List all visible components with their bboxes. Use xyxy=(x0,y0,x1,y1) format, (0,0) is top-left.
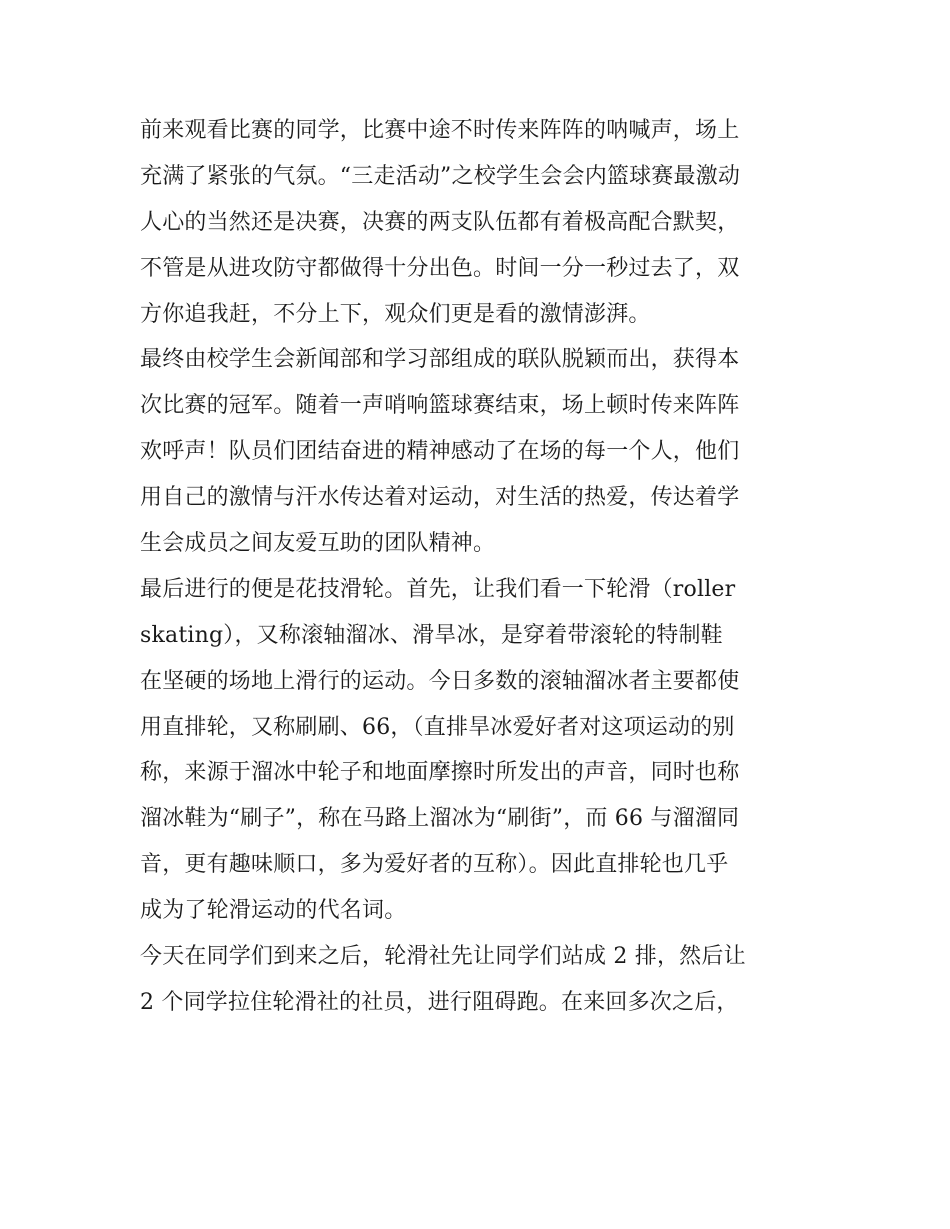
text-line-8: 欢呼声！队员们团结奋进的精神感动了在场的每一个人，他们 xyxy=(140,439,740,465)
text-line-7: 次比赛的冠军。随着一声哨响篮球赛结束，场上顿时传来阵阵 xyxy=(140,393,740,419)
article-body xyxy=(140,108,830,1026)
text-line-1: 前来观看比赛的同学，比赛中途不时传来阵阵的呐喊声，场上 xyxy=(140,118,740,143)
text-line-17: 音，更有趣味顺口，多为爱好者的互称）。因此直排轮也几乎 xyxy=(140,852,729,878)
text-line-15: 称，来源于溜冰中轮子和地面摩擦时所发出的声音，同时也称 xyxy=(140,760,740,786)
text-line-19: 今天在同学们到来之后，轮滑社先让同学们站成 2 排，然后让 xyxy=(140,944,746,970)
text-line-11: 最后进行的便是花技滑轮。首先，让我们看一下轮滑（roller xyxy=(140,576,736,602)
text-line-3: 人心的当然还是决赛，决赛的两支队伍都有着极高配合默契， xyxy=(140,209,740,235)
text-line-16: 溜冰鞋为“刷子”，称在马路上溜冰为“刷街”，而 66 与溜溜同 xyxy=(140,806,740,832)
text-line-10: 生会成员之间友爱互助的团队精神。 xyxy=(140,531,496,557)
text-line-6: 最终由校学生会新闻部和学习部组成的联队脱颖而出，获得本 xyxy=(140,347,740,373)
text-line-12: skating），又称滚轴溜冰、滑旱冰，是穿着带滚轮的特制鞋 xyxy=(140,622,723,648)
text-line-14: 用直排轮，又称刷刷、66，（直排旱冰爱好者对这项运动的别 xyxy=(140,714,735,740)
text-line-18: 成为了轮滑运动的代名词。 xyxy=(140,898,407,924)
text-line-5: 方你追我赶，不分上下，观众们更是看的激情澎湃。 xyxy=(140,301,651,327)
text-line-20: 2 个同学拉住轮滑社的社员，进行阻碍跑。在来回多次之后， xyxy=(140,989,739,1015)
text-line-9: 用自己的激情与汗水传达着对运动，对生活的热爱，传达着学 xyxy=(140,485,740,511)
text-line-4: 不管是从进攻防守都做得十分出色。时间一分一秒过去了，双 xyxy=(140,255,740,281)
text-line-2: 充满了紧张的气氛。“三走活动”之校学生会会内篮球赛最激动 xyxy=(140,163,741,189)
text-line-13: 在坚硬的场地上滑行的运动。今日多数的滚轴溜冰者主要都使 xyxy=(140,668,740,694)
